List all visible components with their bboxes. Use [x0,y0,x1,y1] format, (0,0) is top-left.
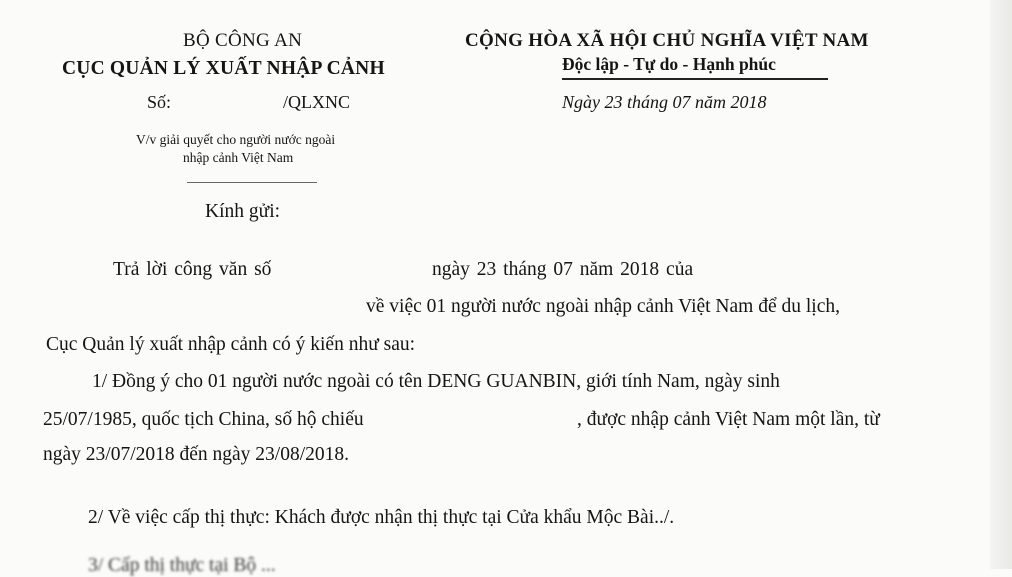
item1-line2-part2: , được nhập cảnh Việt Nam một lần, từ [577,409,880,430]
subject-line-2: nhập cảnh Việt Nam [183,150,294,165]
document-date: Ngày 23 tháng 07 năm 2018 [562,92,767,112]
country-name: CỘNG HÒA XÃ HỘI CHỦ NGHĨA VIỆT NAM [465,30,869,51]
document-number-label: Số: [147,92,172,112]
national-motto: Độc lập - Tự do - Hạnh phúc [562,54,776,74]
reply-reference-part2: ngày 23 tháng 07 năm 2018 của [432,259,694,280]
item1-line3: ngày 23/07/2018 đến ngày 23/08/2018. [43,444,350,465]
subject-divider [187,182,317,183]
item3-partial: 3/ Cấp thị thực tại Bộ ... [88,555,276,576]
item2-paragraph: 2/ Về việc cấp thị thực: Khách được nhận thị thực tại Cửa khẩu Mộc Bài../. [88,507,675,528]
page-edge-shadow [990,0,1012,569]
subject-line-1: V/v giải quyết cho người nước ngoài [136,132,336,147]
agency-name: CỤC QUẢN LÝ XUẤT NHẬP CẢNH [62,58,385,79]
ministry-name: BỘ CÔNG AN [183,30,303,51]
item1-line1: 1/ Đồng ý cho 01 người nước ngoài có tên DENG GUANBIN, giới tính Nam, ngày sinh [92,371,780,392]
document-number-code: /QLXNC [283,92,350,112]
item1-line2-part1: 25/07/1985, quốc tịch China, số hộ chiếu [43,409,364,430]
reply-reference-part1: Trả lời công văn số [113,259,272,280]
reply-reference-line2: về việc 01 người nước ngoài nhập cảnh Việt Nam để du lịch, [366,296,840,317]
salutation: Kính gửi: [205,201,281,222]
intro-paragraph: Cục Quản lý xuất nhập cảnh có ý kiến như sau: [46,334,416,355]
motto-underline [562,78,828,80]
